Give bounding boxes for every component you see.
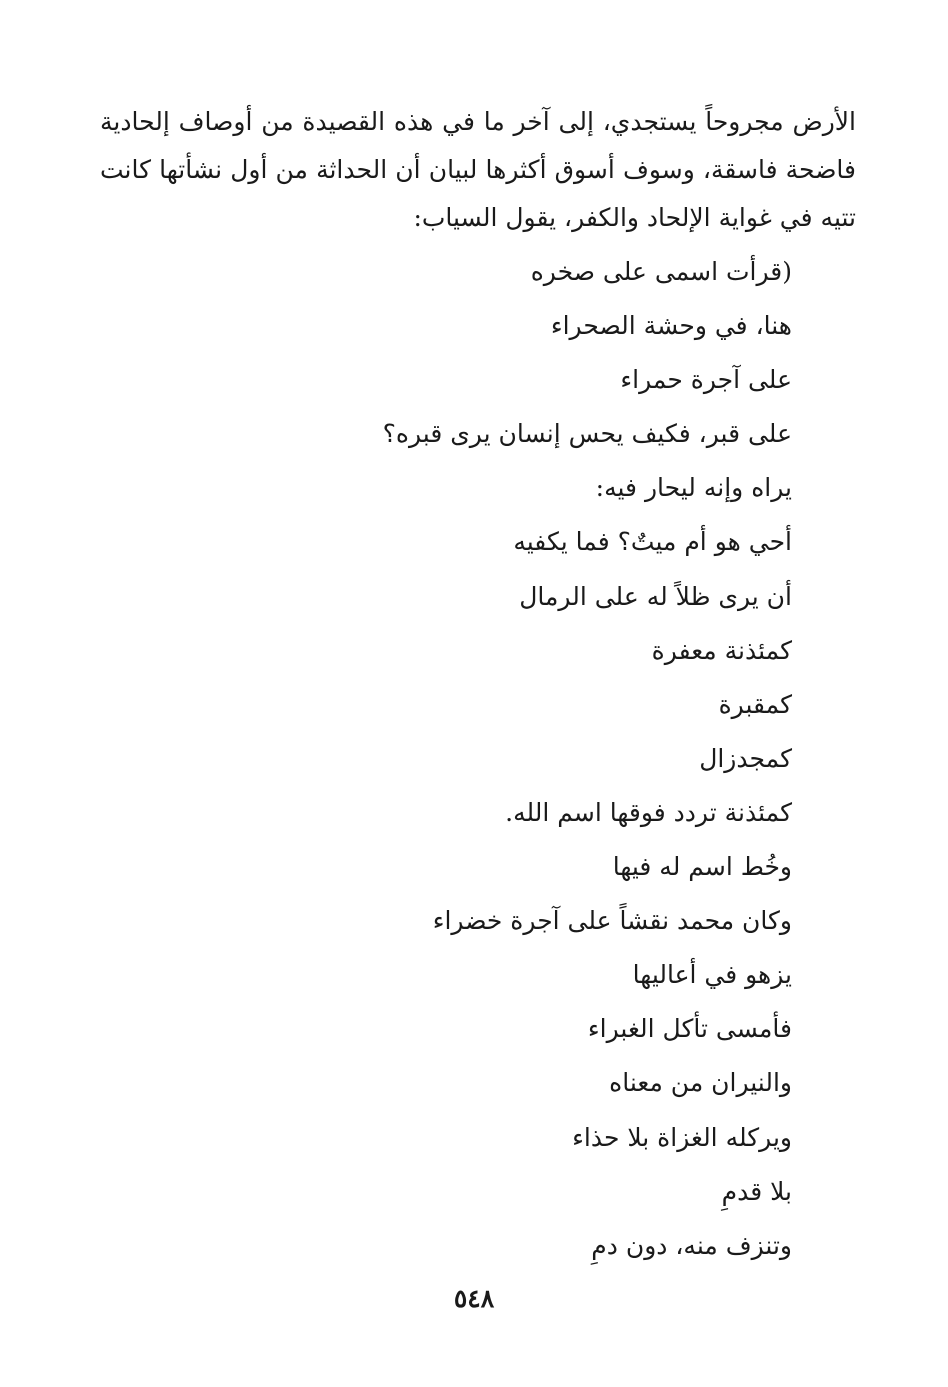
- poem-line: (قرأت اسمى على صخره: [530, 257, 792, 286]
- poem-line: فأمسى تأكل الغبراء: [587, 1014, 792, 1044]
- poem-line: ويركله الغزاة بلا حذاء: [572, 1122, 792, 1152]
- poem-line: كمقبرة: [718, 689, 792, 719]
- poem-line: والنيران من معناه: [609, 1068, 792, 1098]
- poem-line: أن يرى ظلاً له على الرمال: [519, 581, 792, 611]
- poem-line: وخُط اسم له فيها: [612, 852, 792, 882]
- poem-line: كمئذنة معفرة: [651, 635, 792, 665]
- poem-line: كمئذنة تردد فوقها اسم الله.: [505, 797, 792, 827]
- poem-line: يراه وإنه ليحار فيه:: [595, 473, 792, 503]
- intro-text: الأرض مجروحاً يستجدي، إلى آخر ما في هذه القصيدة من أوصاف إلحادية فاضحة فاسقة، وسوف أسوق أكثرها لبيان أن الحداثة من أول نشأتها كانت تتيه في غواية الإلحاد والكفر، يقول السياب:: [100, 107, 856, 232]
- poem-line: يزهو في أعاليها: [632, 960, 792, 990]
- poem-line: أحي هو أم ميتٌ؟ فما يكفيه: [513, 527, 792, 557]
- poem-line: بلا قدمِ: [721, 1176, 792, 1206]
- intro-paragraph: [100, 98, 856, 242]
- poem-line: وتنزف منه، دون دمِ: [591, 1230, 792, 1260]
- page-number: ٥٤٨: [453, 1284, 495, 1313]
- poem-block: [300, 245, 792, 1273]
- poem-line: كمجدزال: [699, 743, 792, 773]
- poem-line: وكان محمد نقشاً على آجرة خضراء: [432, 906, 792, 936]
- poem-line: على قبر، فكيف يحس إنسان يرى قبره؟: [382, 419, 792, 449]
- poem-line: على آجرة حمراء: [620, 365, 792, 395]
- poem-line: هنا، في وحشة الصحراء: [550, 311, 792, 341]
